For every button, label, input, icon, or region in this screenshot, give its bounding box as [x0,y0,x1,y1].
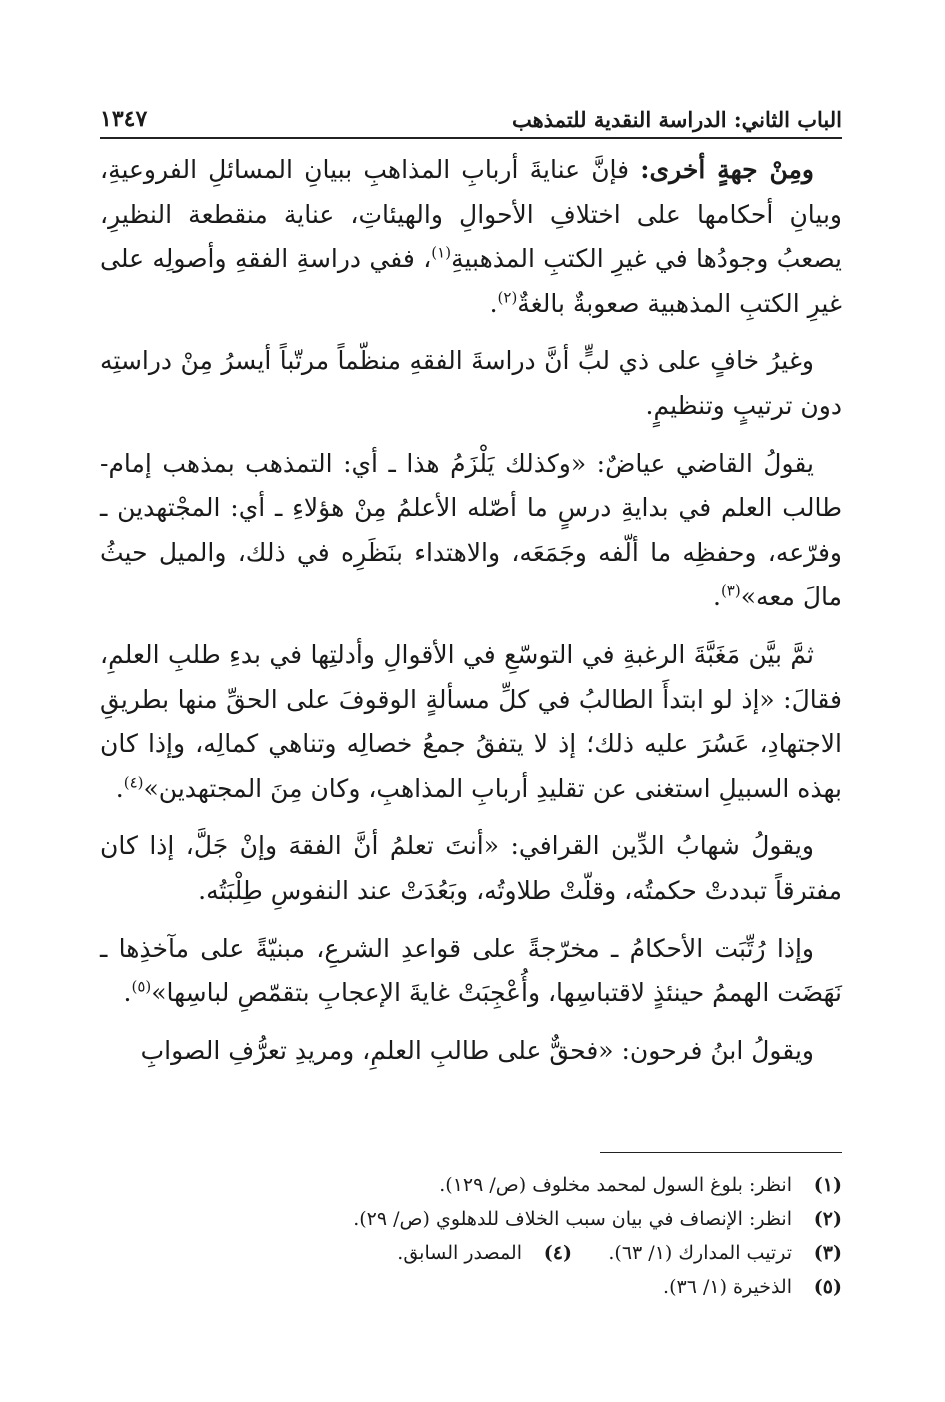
footnote-ref: (٣) [720,582,741,601]
footnote-number: (٢) [813,1208,842,1230]
footnote-text: انظر: الإنصاف في بيان سبب الخلاف للدهلوي (ص/ ٢٩). [353,1208,792,1230]
page-header [100,98,842,132]
paragraph-text: ثمَّ بيَّن مَغَبَّةَ الرغبةِ في التوسّعِ في الأقوالِ وأدلتِها في بدءِ طلبِ العلمِ، فقالَ: «إذ لو ابتدأَ الطالبُ في كلِّ مسألةٍ الوقوفَ على الحقِّ منها بطريقِ الاجتهادِ، عَسُرَ عليه ذلك؛ إذ لا يتفقُ جمعُ خصالِه وتناهي كمالِه، وإذا كان بهذه السبيلِ استغنى عن تقليدِ أربابِ المذاهبِ، وكان مِنَ المجتهدين» [100,639,842,803]
footnote-ref: (٢) [497,288,518,307]
footnotes [100,1168,842,1304]
paragraph-text: يقولُ القاضي عياضٌ: «وكذلك يَلْزَمُ هذا ـ أي: التمذهب بمذهب إمام- طالب العلم في بدايةِ درسٍ ما أصّله الأعلمُ مِنْ هؤلاءِ ـ أي: المجْتهدين ـ وفرّعه، وحفظِه ما ألّفه وجَمَعَه، والاهتداء بنَظَرِه في ذلك، والميل حيثُ مالَ معه» [100,448,842,612]
footnote-ref: (٤) [123,773,144,792]
paragraph-text: ويقولُ شهابُ الدِّين القرافي: «أنتَ تعلمُ أنَّ الفقهَ وإنْ جَلَّ، إذا كان مفترقاً تبددتْ حكمتُه، وقلّتْ طلاوتُه، وبَعُدَتْ عند النفوسِ طِلْبَتُه. [100,831,842,905]
paragraph-3 [100,442,842,620]
paragraph-tail: . [712,582,721,612]
paragraph-tail: . [123,978,132,1008]
footnote-item [100,1236,842,1270]
paragraph-text: ، ففي دراسةِ الفقهِ وأصولِه على غيرِ الكتبِ المذهبية صعوبةٌ بالغةٌ [100,244,842,318]
footnote-item [100,1168,842,1202]
footnote-number: (٥) [813,1276,842,1298]
footnote-rule [600,1152,842,1153]
paragraph-text: وإذا رُتِّبَت الأحكامُ ـ مخرّجةً على قواعدِ الشرعِ، مبنيّةً على مآخذِها ـ نَهَضَت الهممُ حينئذٍ لاقتباسِها، وأُعْجِبَتْ غايةَ الإعجابِ بتقمّصِ لباسِها» [100,933,842,1008]
footnote-text: ترتيب المدارك (١/ ٦٣). [608,1242,792,1264]
paragraph-lead: ومِنْ جهةٍ أخرى: [640,155,814,184]
paragraph-tail: . [489,288,498,318]
header-rule [100,137,842,139]
page-number: ١٣٤٧ [100,106,148,132]
paragraph-text: ويقولُ ابنُ فرحون: «فحقٌّ على طالبِ العلمِ، ومريدِ تعرُّفِ الصوابِ [140,1035,814,1065]
footnote-ref: (٥) [131,977,152,996]
footnote-number: (١) [813,1174,842,1196]
footnote-text: انظر: بلوغ السول لمحمد مخلوف (ص/ ١٢٩). [439,1174,792,1196]
footnote-item [100,1270,842,1304]
paragraph-text: فإنَّ عنايةَ أربابِ المذاهبِ ببيانِ المسائلِ الفروعيةِ، وبيانِ أحكامها على اختلافِ الأحوالِ والهيئاتِ، عناية منقطعة النظيرِ، يصعبُ وجودُها في غيرِ الكتبِ المذهبيةِ [100,155,842,274]
footnote-text: الذخيرة (١/ ٣٦). [663,1276,792,1298]
body-text [100,148,842,1086]
running-title: الباب الثاني: الدراسة النقدية للتمذهب [511,107,842,132]
paragraph-tail: . [115,773,124,803]
footnote-number: (٤) [543,1242,572,1264]
paragraph-6 [100,927,842,1016]
paragraph-text: وغيرُ خافٍ على ذي لبٍّ أنَّ دراسةَ الفقهِ منظّماً مرتّباً أيسرُ مِنْ دراستِه دون ترتيبٍ وتنظيمٍ. [100,346,842,420]
footnote-ref: (١) [431,243,452,262]
paragraph-1 [100,148,842,326]
paragraph-5 [100,824,842,913]
footnote-text: المصدر السابق. [397,1242,522,1264]
footnote-item [100,1202,842,1236]
paragraph-4 [100,633,842,811]
paragraph-7 [100,1029,842,1074]
footnote-number: (٣) [813,1242,842,1264]
paragraph-2 [100,339,842,428]
